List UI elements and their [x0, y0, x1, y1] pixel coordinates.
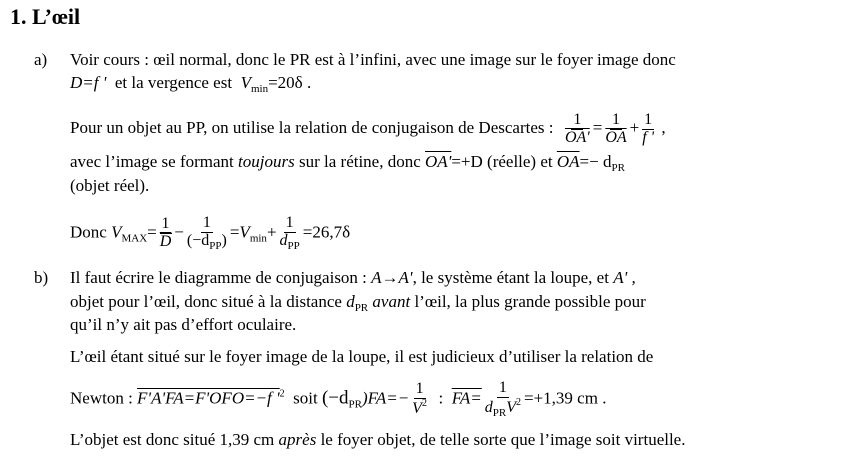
- a-line-3: Pour un objet au PP, on utilise la relation de conjugaison de Descartes : $\frac{1}{OA'}$ = $\frac{1}{OA}$ + $\frac{1}{f '}$ ,: [70, 111, 666, 146]
- a-descartes-text: Pour un objet au PP, on utilise la relation de conjugaison de Descartes :: [70, 118, 554, 138]
- a-vmin-value: =20δ .: [268, 73, 312, 92]
- oa-symbol: $\overline{OA}$: [556, 152, 580, 171]
- b-line-4: L’œil étant situé sur le foyer image de la loupe, il est judicieux d’utiliser la relation de: [70, 347, 654, 366]
- fraction-1-over-v2: $\frac{1}{V^2}$: [412, 380, 427, 418]
- conjugation-diagram: A→A': [371, 268, 413, 287]
- fraction-1-over-oa: $\frac{1}{OA}$: [605, 111, 627, 146]
- fraction-1-over-dpr-v2: $\frac{1}{d_{PR}V^2}$: [484, 379, 521, 419]
- a-eq-d-f: D=f ': [70, 73, 107, 92]
- section-title: 1. L’œil: [10, 4, 81, 29]
- a-line-4: avec l’image se formant toujours sur la rétine, donc OA'=+D (réelle) et $\overline{OA}=- d_{PR}$: [70, 152, 625, 174]
- oa-prime-symbol: OA': [425, 152, 452, 171]
- a-line-2: [70, 73, 311, 95]
- b-line-2: objet pour l’œil, donc situé à la distance $d_{PR}$ avant l’œil, la plus grande possible pour: [70, 292, 646, 314]
- a-line-1: Voir cours : œil normal, donc le PR est à l’infini, avec une image sur le foyer image donc: [70, 50, 676, 69]
- fraction-1-over-dpp: $\frac{1}{d_{PP}}$: [279, 214, 300, 252]
- italic-toujours: toujours: [238, 152, 295, 171]
- item-a-label: a): [34, 50, 48, 69]
- fraction-1-over-minus-dpp: $\frac{1}{(-d_{PP})}$: [186, 214, 227, 252]
- a-vergence-text: et la vergence est: [114, 73, 233, 92]
- item-b-label: b): [34, 268, 49, 287]
- a-vmin-sub: min: [250, 83, 269, 95]
- fraction-1-over-f: $\frac{1}{f '}$: [642, 111, 655, 146]
- italic-avant: avant: [372, 292, 411, 311]
- b-line-1: Il faut écrire le diagramme de conjugaison : A→A', le système étant la loupe, et A' ,: [70, 268, 636, 287]
- b-line-3: qu’il n’y ait pas d’effort oculaire.: [70, 315, 297, 334]
- a-vmin-symbol: V: [240, 73, 251, 92]
- italic-apres: après: [278, 430, 317, 449]
- a-line-5: (objet réel).: [70, 176, 150, 195]
- b-line-5: Newton : F'A'FA=F'OFO=−f '$^2$ soit $(-d_{PR})FA=-$ $\frac{1}{V^2}$ : FA= $\frac{1}{d_{PR}V^2}$ =+1,39 cm .: [70, 379, 607, 419]
- b-line-6: L’objet est donc situé 1,39 cm après le foyer objet, de telle sorte que l’image soit virtuelle.: [70, 430, 686, 449]
- a-line-6: Donc $V_{MAX}=$ $\frac{1}{D}$ − $\frac{1}{(-d_{PP})}$ $=V_{min}+$ $\frac{1}{d_{PP}}$ =26,7δ: [70, 214, 351, 252]
- fraction-1-over-d: $\frac{1}{D}$: [159, 215, 172, 251]
- fraction-1-over-oa-prime: $\frac{1}{OA'}$: [564, 111, 590, 146]
- newton-relation: F'A'FA=F'OFO=−f ': [137, 388, 280, 408]
